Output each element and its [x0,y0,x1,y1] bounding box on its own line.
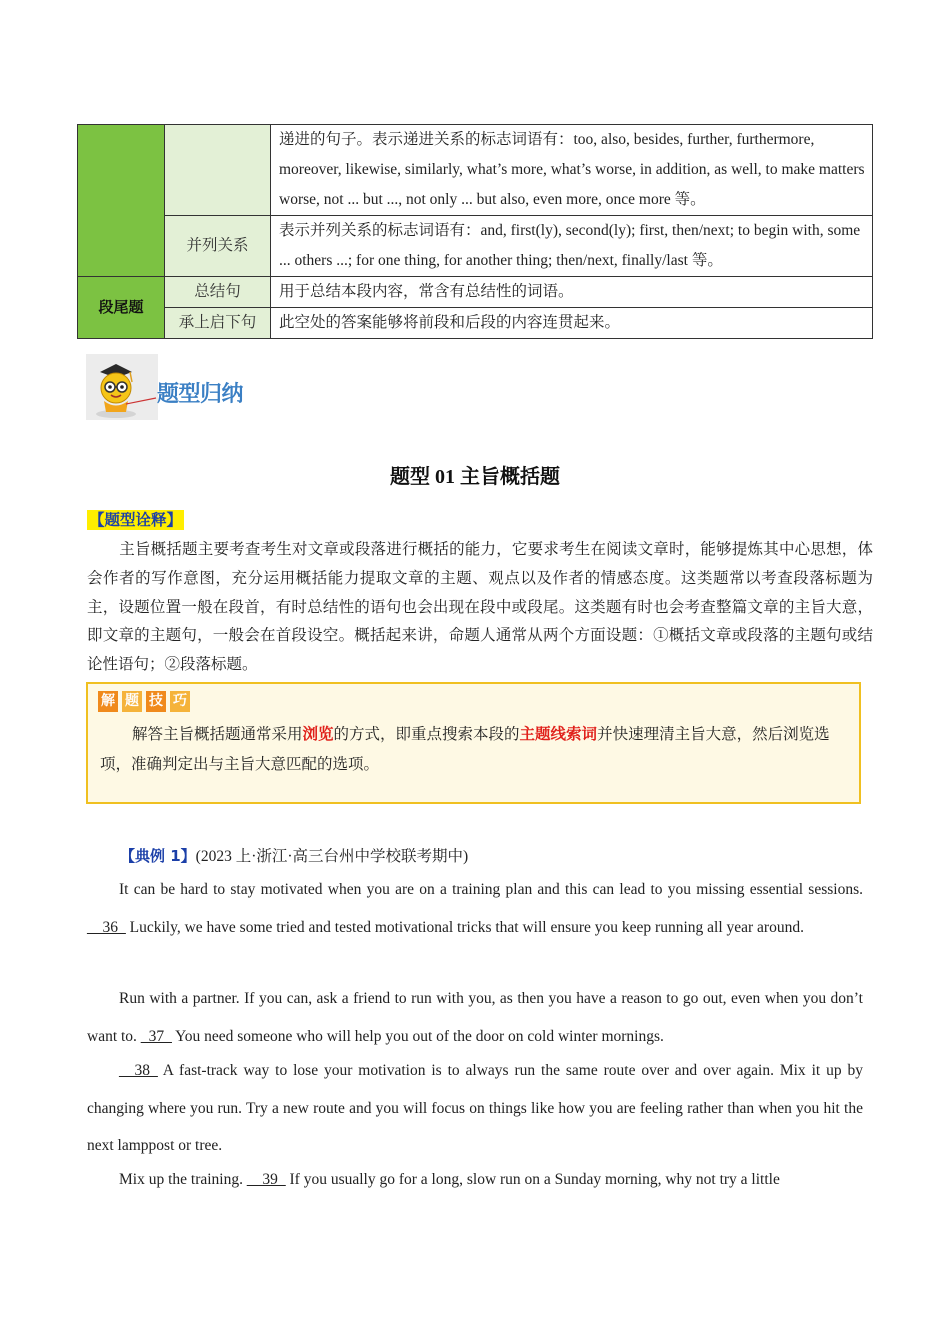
table-description-cell: 用于总结本段内容，常含有总结性的词语。 [271,277,873,308]
tip-text-segment: 的方式，即重点搜索本段的 [333,726,520,743]
table-description-cell: 表示并列关系的标志词语有：and, first(ly), second(ly); first, then/next; to begin with, some ... others ...; for one thing, for another thing; then/next, finally/last 等。 [271,216,873,277]
tip-text-segment: 并快速理清主旨大意，然后浏览选项，准确判定出与主旨大意匹配的选项。 [100,726,830,773]
tip-char: 题 [122,691,142,712]
table-subcategory-cell: 总结句 [165,277,271,308]
passage-blank: __39_ [246,1171,286,1188]
example-source: (2023 上·浙江·高三台州中学校联考期中) [195,848,469,865]
tip-highlight: 浏览 [302,726,334,743]
intro-text: 主旨概括题主要考查考生对文章或段落进行概括的能力，它要求考生在阅读文章时，能够提炼其中心思想，体会作者的写作意图，充分运用概括能力提取文章的主题、观点以及作者的情感态度。这类题常以考查段落标题为主，设题位置一般在段首，有时总结性的语句也会出现在段中或段尾。这类题有时也会考查整篇文章的主旨大意，即文章的主题句，一般会在首段设空。概括起来讲，命题人通常从两个方面设题：①概括文章或段落的主题句或结论性语句；②段落标题。 [87,541,873,674]
table-subcategory-cell: 承上启下句 [165,308,271,339]
table-row [78,277,873,308]
tip-text [100,720,850,780]
explain-tag: 【题型诠释】 [89,511,183,529]
passage-text: Run with a partner. If you can, ask a friend to run with you, as then you have a reason to go out, even when you don’t want to. [87,990,863,1045]
tip-highlight: 主题线索词 [519,726,598,743]
passage-text: A fast-track way to lose your motivation is to always run the same route over and over again. Mix it up by changing where you run. Try a new route and you will focus on things like how you are feeling rather than when you hit the next lamppost or tree. [87,1062,863,1154]
passage-paragraph [87,1161,863,1199]
question-type-title: 题型 01 主旨概括题 [390,466,560,488]
table-description-cell: 此空处的答案能够将前段和后段的内容连贯起来。 [271,308,873,339]
passage-text: If you usually go for a long, slow run on a Sunday morning, why not try a little [285,1171,780,1188]
table-row [78,308,873,339]
table-subcategory-cell [165,125,271,216]
table-category-cell: 段尾题 [78,277,165,339]
passage-blank: _37_ [140,1027,172,1045]
tip-text-segment: 解答主旨概括题通常采用 [132,726,303,743]
table-row [78,216,873,277]
tip-box [86,682,861,804]
table-subcategory-cell: 并列关系 [165,216,271,277]
passage-blank: __36_ [87,918,126,936]
intro-paragraph [87,536,873,680]
passage-blank: __38_ [119,1062,158,1079]
passage-paragraph [87,871,863,946]
scholar-mascot-icon [86,354,158,420]
tip-char: 巧 [170,691,190,712]
passage-paragraph [87,980,863,1055]
table-row [78,125,873,216]
passage-text: It can be hard to stay motivated when you are on a training plan and this can lead to you missing essential sessions. [119,881,863,898]
passage-text: You need someone who will help you out of the door on cold winter mornings. [171,1027,664,1045]
table-category-cell [78,125,165,277]
rules-table [77,124,873,339]
section-title: 题型归纳 [157,382,244,407]
passage-text: Luckily, we have some tried and tested motivational tricks that will ensure you keep running all year around. [125,918,804,936]
table-description-cell: 递进的句子。表示递进关系的标志词语有：too, also, besides, further, furthermore, moreover, likewise, similarly, what’s more, what’s worse, in addition, as well, to make matters worse, not ... but ..., not only ... but also, even more, once more 等。 [271,125,873,216]
tip-header [98,691,190,712]
example-tag: 【典例 1】 [120,847,196,865]
tip-char: 技 [146,691,166,712]
tip-char: 解 [98,691,118,712]
example-header [120,844,468,866]
passage-text: Mix up the training. [119,1171,247,1188]
passage-paragraph [87,1052,863,1165]
